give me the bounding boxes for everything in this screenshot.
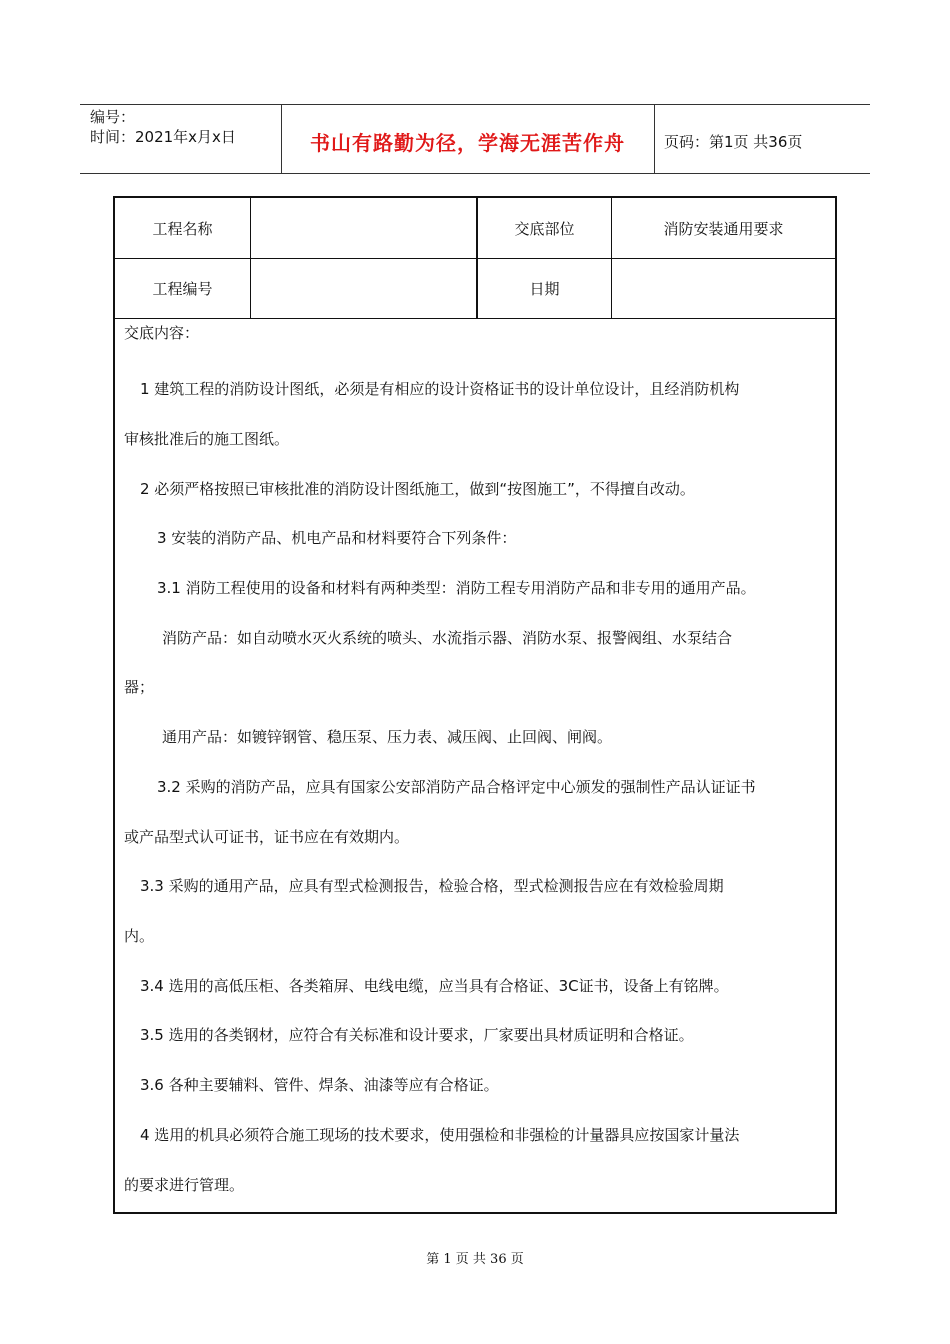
header-meta — [90, 107, 236, 147]
content-line: 3.4 选用的高低压柜、各类箱屏、电线电缆，应当具有合格证、3C证书，设备上有铭牌。 — [140, 977, 729, 995]
content-line: 内。 — [124, 927, 155, 945]
table-row — [115, 198, 835, 259]
document-header — [80, 104, 870, 174]
header-divider — [654, 105, 655, 173]
content-line: 3.2 采购的消防产品，应具有国家公安部消防产品合格评定中心颁发的强制性产品认证证书 — [157, 778, 756, 796]
header-page-info: 页码：第1页 共36页 — [664, 133, 803, 151]
time-label: 时间：2021年x月x日 — [90, 128, 236, 146]
disclosure-part-value: 消防安装通用要求 — [611, 198, 835, 258]
header-motto: 书山有路勤为径，学海无涯苦作舟 — [310, 131, 625, 155]
content-line: 3.6 各种主要辅料、管件、焊条、油漆等应有合格证。 — [140, 1076, 499, 1094]
project-name-label: 工程名称 — [152, 219, 213, 238]
content-line: 审核批准后的施工图纸。 — [124, 430, 290, 448]
content-line: 3.1 消防工程使用的设备和材料有两种类型：消防工程专用消防产品和非专用的通用产品。 — [157, 579, 756, 597]
content-line: 3.5 选用的各类钢材，应符合有关标准和设计要求，厂家要出具材质证明和合格证。 — [140, 1026, 694, 1044]
disclosure-part-label: 交底部位 — [476, 198, 611, 258]
project-name-value — [250, 198, 476, 258]
content-line: 通用产品：如镀锌钢管、稳压泵、压力表、减压阀、止回阀、闸阀。 — [162, 728, 613, 746]
project-number-label: 工程编号 — [152, 279, 213, 298]
content-line: 1 建筑工程的消防设计图纸，必须是有相应的设计资格证书的设计单位设计，且经消防机构 — [140, 380, 740, 398]
number-label: 编号： — [90, 108, 136, 126]
date-label: 日期 — [476, 258, 611, 318]
content-line: 4 选用的机具必须符合施工现场的技术要求，使用强检和非强检的计量器具应按国家计量法 — [140, 1126, 740, 1144]
content-heading: 交底内容： — [124, 324, 200, 342]
content-line: 或产品型式认可证书，证书应在有效期内。 — [124, 828, 410, 846]
disclosure-table — [113, 196, 837, 1214]
project-number-value — [250, 258, 476, 318]
content-line: 的要求进行管理。 — [124, 1176, 245, 1194]
footer-page-number: 第 1 页 共 36 页 — [426, 1252, 524, 1267]
date-value — [611, 258, 835, 318]
content-line: 2 必须严格按照已审核批准的消防设计图纸施工，做到“按图施工”，不得擅自改动。 — [140, 480, 695, 498]
content-line: 3 安装的消防产品、机电产品和材料要符合下列条件： — [157, 529, 517, 547]
table-row — [115, 258, 835, 319]
content-line: 消防产品：如自动喷水灭火系统的喷头、水流指示器、消防水泵、报警阀组、水泵结合 — [162, 629, 733, 647]
content-line: 器； — [124, 678, 155, 696]
content-line: 3.3 采购的通用产品，应具有型式检测报告，检验合格，型式检测报告应在有效检验周期 — [140, 877, 724, 895]
